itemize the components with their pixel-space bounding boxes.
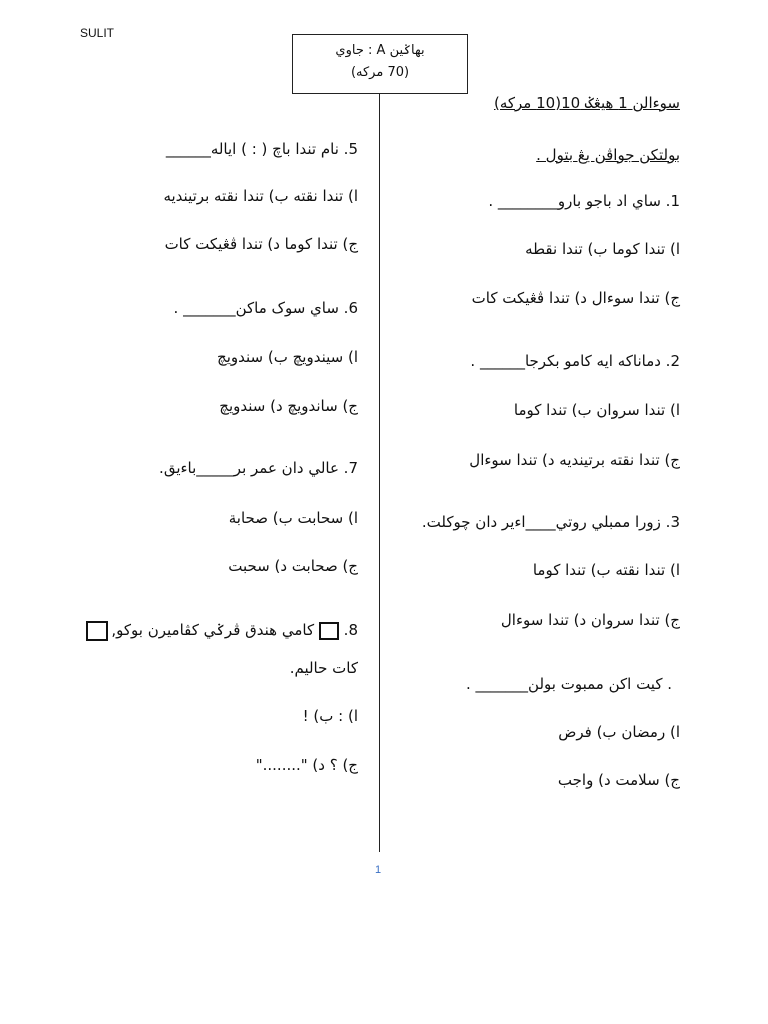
- q1-options-cd: ج) تندا سوءال د) تندا ڤڠيكت كات: [471, 289, 680, 307]
- q3-stem: 3. زورا ممبلي روتي____اءير دان چوكلت.: [421, 513, 680, 531]
- q6-options-cd: ج) ساندويچ د) سندويچ: [219, 397, 358, 415]
- question-heading: سوءالن 1 هيڠݢ 10(10 مركه): [493, 94, 680, 112]
- q7-options-cd: ج) صحابت د) سحبت: [228, 557, 358, 575]
- classification-label: SULIT: [80, 26, 115, 40]
- q8-number: 8.: [343, 621, 358, 639]
- instruction: بولتكن جواڤن يڠ بتول .: [536, 146, 680, 164]
- q3-options-cd: ج) تندا سروان د) تندا سوءال: [500, 611, 680, 629]
- q7-options-ab: ا) سحابت ب) صحابة: [228, 509, 358, 527]
- page-number: 1: [375, 864, 382, 876]
- q2-options-ab: ا) تندا سروان ب) تندا كوما: [513, 401, 680, 419]
- q1-stem: 1. ساي اد باجو بارو________ .: [488, 192, 680, 210]
- q2-options-cd: ج) تندا نقته برتينديه د) تندا سوءال: [469, 451, 680, 469]
- q3-options-ab: ا) تندا نقته ب) تندا كوما: [532, 561, 680, 579]
- q8-stem-line2: كات حاليم.: [289, 659, 358, 677]
- q8-options-cd: ج) ؟ د) "........": [255, 756, 358, 774]
- section-title: بهاݢين A : جاوي: [335, 43, 425, 58]
- q2-stem: 2. دماناكه ايه كامو بكرجا______ .: [470, 352, 680, 370]
- q8-options-ab: ا) : ب) !: [302, 707, 358, 725]
- column-divider: [379, 94, 380, 852]
- q6-stem: 6. ساي سوک ماكن_______ .: [173, 299, 358, 317]
- q5-stem: 5. نام تندا باچ ( : ) اياله______: [165, 140, 358, 158]
- q8-stem: [111, 621, 358, 640]
- section-marks: (70 مركه): [350, 65, 410, 80]
- q5-options-cd: ج) تندا كوما د) تندا ڤڠيكت كات: [164, 235, 358, 253]
- section-header-box: [292, 34, 468, 94]
- q6-options-ab: ا) سيندويچ ب) سندويچ: [217, 348, 358, 366]
- q4-options-ab: ا) رمضان ب) فرض: [558, 723, 680, 741]
- q8-stem-line1: كامي هندق ڤرݢي كڤاميرن بوكو,: [111, 621, 315, 639]
- q7-stem: 7. عالي دان عمر بر_____باءيق.: [159, 459, 358, 477]
- q4-stem: . كيت اكن ممبوت بولن_______ .: [465, 675, 672, 693]
- q8-inline-box: [319, 622, 339, 640]
- q4-options-cd: ج) سلامت د) واجب: [557, 771, 680, 789]
- q5-options-ab: ا) تندا نقته ب) تندا نقته برتينديه: [163, 187, 358, 205]
- answer-box: [86, 621, 108, 641]
- q1-options-ab: ا) تندا كوما ب) تندا نقطه: [525, 240, 680, 258]
